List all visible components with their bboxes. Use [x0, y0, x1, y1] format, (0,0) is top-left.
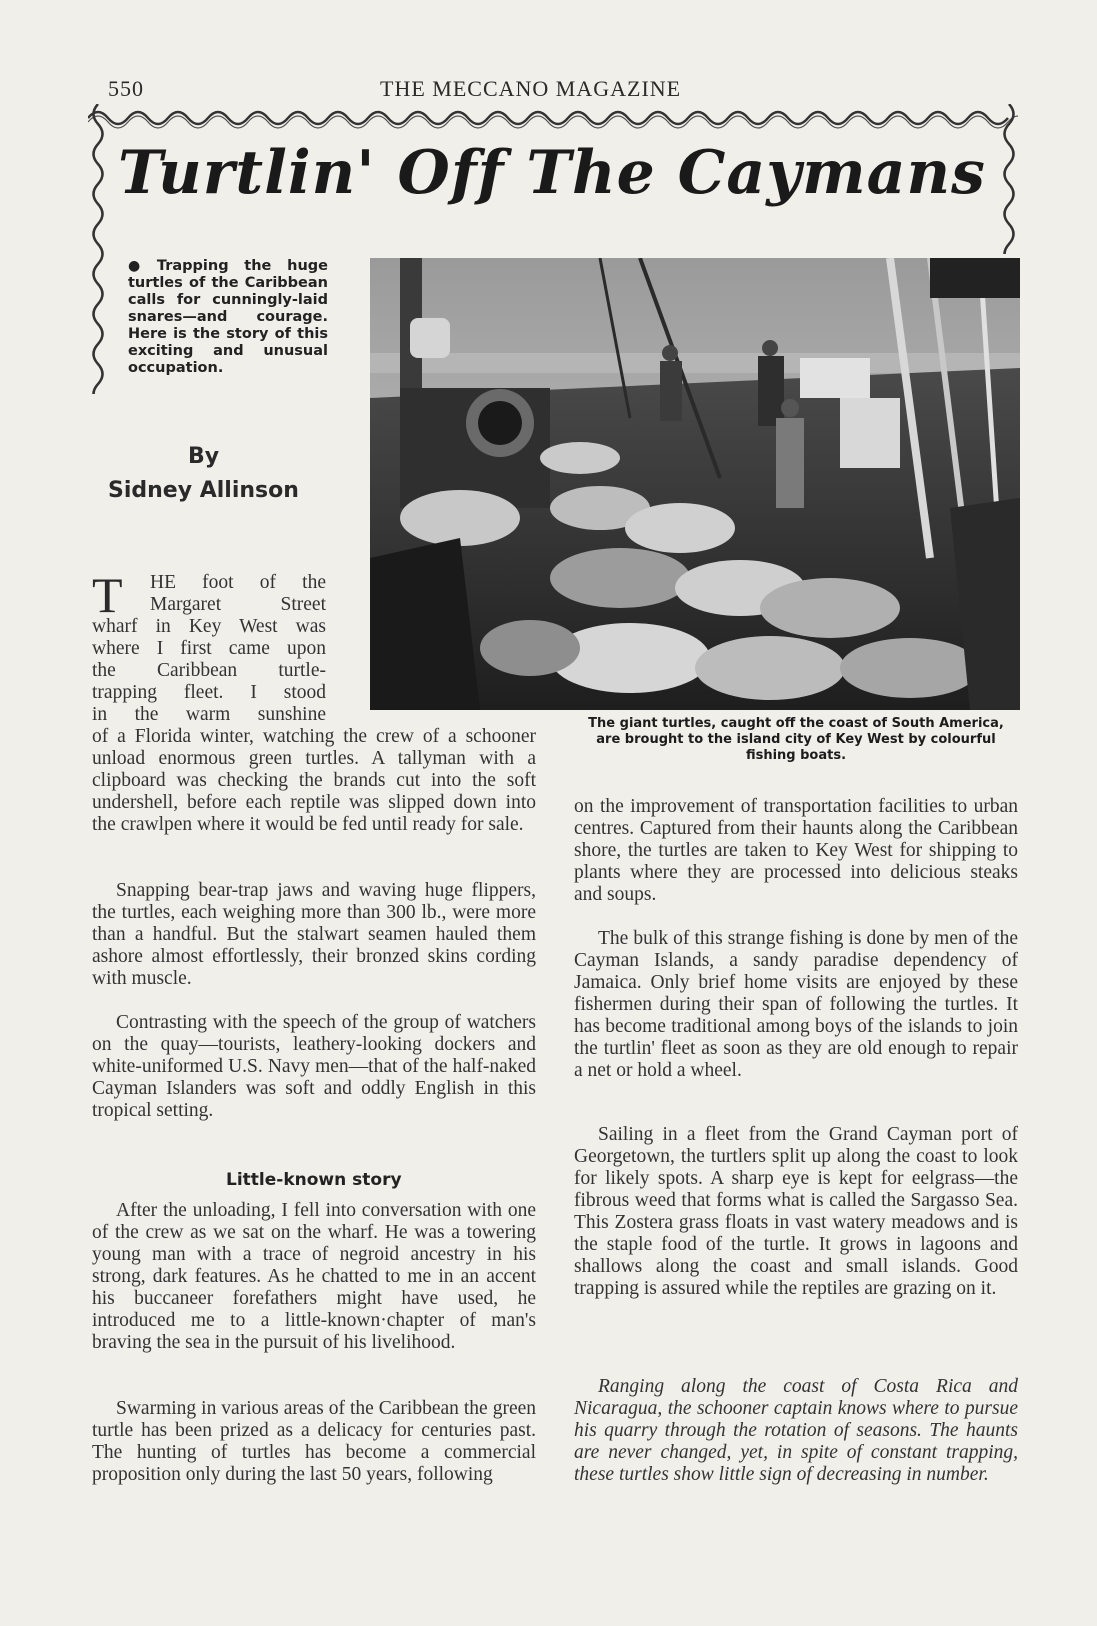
body-paragraph: The bulk of this strange fishing is done by men of the Cayman Islands, a sandy paradise dependency of Jamaica. Only brief home visits are enjoyed by these fishermen during their span of following the turtles. It has become traditional among boys of the islands to join the turtlin' fleet as soon as they are old enough to repair a net or hold a wheel.	[574, 928, 1018, 1081]
photo-caption: The giant turtles, caught off the coast of South America, are brought to the island city of Key West by colourful fishing boats.	[588, 716, 1004, 763]
body-paragraph: on the improvement of transportation facilities to urban centres. Captured from their haunts along the Caribbean shore, the turtles are taken to Key West for shipping to plants where they are processed into delicious steaks and soups.	[574, 796, 1018, 905]
article-standfirst	[128, 258, 328, 377]
page-number: 550	[108, 76, 144, 101]
intro-line: Margaret Street	[150, 594, 326, 615]
byline-author: Sidney Allinson	[108, 478, 299, 503]
intro-line: HE foot of the	[150, 572, 326, 593]
decorative-scroll-border-left	[88, 104, 108, 394]
page-header	[108, 76, 1008, 106]
article-headline: Turtlin' Off The Caymans	[118, 138, 986, 208]
decorative-scroll-border-right	[998, 104, 1020, 254]
body-paragraph: After the unloading, I fell into conversation with one of the crew as we sat on the wharf. He was a towering young man with a trace of negroid ancestry in his strong, dark features. As he chatted to me in an accent his buccaneer forefathers might have used, he introduced me to a little-known·chapter of man's braving the sea in the pursuit of his livelihood.	[92, 1200, 536, 1353]
drop-cap: T	[92, 567, 123, 623]
intro-line: in the warm sunshine	[92, 704, 326, 725]
decorative-scroll-border-top	[88, 104, 1018, 132]
intro-line: wharf in Key West was	[92, 616, 326, 637]
body-paragraph: Snapping bear-trap jaws and waving huge flippers, the turtles, each weighing more than 300 lb., were more than a handful. But the stalwart seamen hauled them ashore almost effortlessly, their bronzed skins cording with muscle.	[92, 880, 536, 989]
magazine-title: THE MECCANO MAGAZINE	[380, 76, 682, 101]
body-paragraph: Contrasting with the speech of the group of watchers on the quay—tourists, leathery-looking dockers and white-uniformed U.S. Navy men—that of the half-naked Cayman Islanders was soft and oddly English in this tropical setting.	[92, 1012, 536, 1121]
intro-line: the Caribbean turtle-	[92, 660, 326, 681]
section-subheading: Little-known story	[226, 1170, 402, 1190]
body-paragraph: of a Florida winter, watching the crew of a schooner unload enormous green turtles. A tallyman with a clipboard was checking the brands cut into the soft undershell, before each reptile was slipped down into the crawlpen where it would be fed until ready for sale.	[92, 726, 536, 835]
bullet-icon: ●	[128, 258, 151, 274]
body-paragraph: Ranging along the coast of Costa Rica and Nicaragua, the schooner captain knows where to pursue his quarry through the rotation of seasons. The haunts are never changed, yet, in spite of constant trapping, these turtles show little sign of decreasing in number.	[574, 1376, 1018, 1485]
intro-line: where I first came upon	[92, 638, 326, 659]
standfirst-text: Trapping the huge turtles of the Caribbean calls for cunningly-laid snares—and courage. Here is the story of this exciting and unusual occupation.	[128, 258, 328, 376]
byline-prefix: By	[188, 444, 220, 469]
body-paragraph: Swarming in various areas of the Caribbean the green turtle has been prized as a delicacy for centuries past. The hunting of turtles has become a commercial proposition only during the last 50 years, following	[92, 1398, 536, 1485]
turtle-boat-photo	[370, 258, 1020, 710]
body-paragraph: Sailing in a fleet from the Grand Cayman port of Georgetown, the turtlers split up along the coast to look for likely spots. A sharp eye is kept for eelgrass—the fibrous weed that forms what is called the Sargasso Sea. This Zostera grass floats in vast watery meadows and is the staple food of the turtle. It grows in lagoons and shallows along the coast and small islands. Good trapping is assured while the reptiles are grazing on it.	[574, 1124, 1018, 1299]
intro-line: trapping fleet. I stood	[92, 682, 326, 703]
